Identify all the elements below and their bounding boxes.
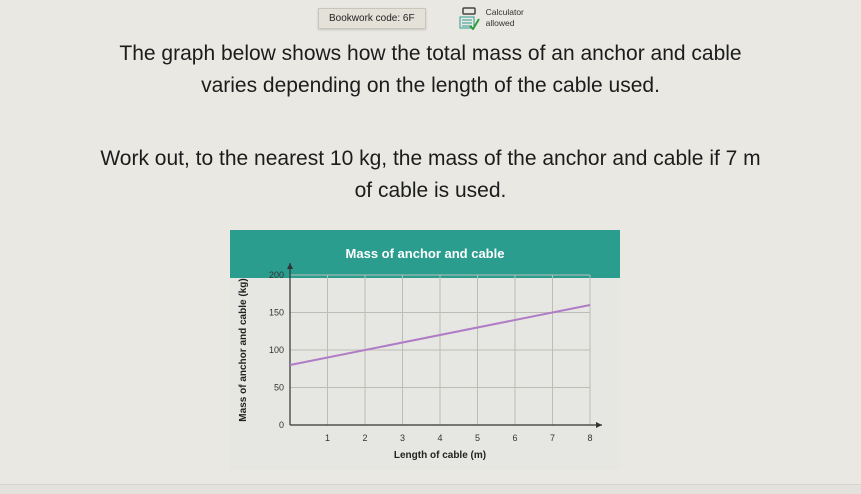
question-text-line-3: Work out, to the nearest 10 kg, the mass of the anchor and cable if 7 m xyxy=(100,147,761,170)
x-tick-label: 4 xyxy=(437,433,443,443)
calculator-allowed-label: allowed xyxy=(485,18,515,28)
x-tick-label: 1 xyxy=(324,433,331,443)
x-tick-label: 3 xyxy=(399,433,406,443)
y-tick-label: 150 xyxy=(268,307,284,318)
header xyxy=(318,6,524,30)
y-axis-label: Mass of anchor and cable (kg) xyxy=(238,278,249,422)
x-tick-label: 6 xyxy=(512,433,518,443)
calculator-label: Calculator xyxy=(485,7,524,17)
question-text-line-1: The graph below shows how the total mass of an anchor and cable xyxy=(119,42,742,65)
x-axis-label: Length of cable (m) xyxy=(393,450,487,461)
calculator-indicator xyxy=(458,6,524,30)
y-axis-arrow-icon xyxy=(287,263,293,269)
x-tick-label: 7 xyxy=(549,433,556,443)
question-text-line-2: varies depending on the length of the cable used. xyxy=(201,74,660,97)
x-tick-label: 8 xyxy=(587,433,593,443)
x-axis-arrow-icon xyxy=(596,422,602,428)
chart-title: Mass of anchor and cable xyxy=(230,230,620,278)
question-text-line-4: of cable is used. xyxy=(354,179,507,202)
calculator-icon xyxy=(458,6,480,30)
bookwork-code-badge: Bookwork code: 6F xyxy=(318,8,426,29)
line-chart xyxy=(230,230,620,470)
y-tick-label: 200 xyxy=(268,270,284,280)
y-tick-label: 50 xyxy=(273,382,284,393)
x-tick-label: 2 xyxy=(362,433,368,443)
y-tick-label: 0 xyxy=(278,420,284,430)
chart-card xyxy=(230,230,620,470)
y-tick-label: 100 xyxy=(268,345,284,355)
x-tick-label: 5 xyxy=(474,433,481,443)
